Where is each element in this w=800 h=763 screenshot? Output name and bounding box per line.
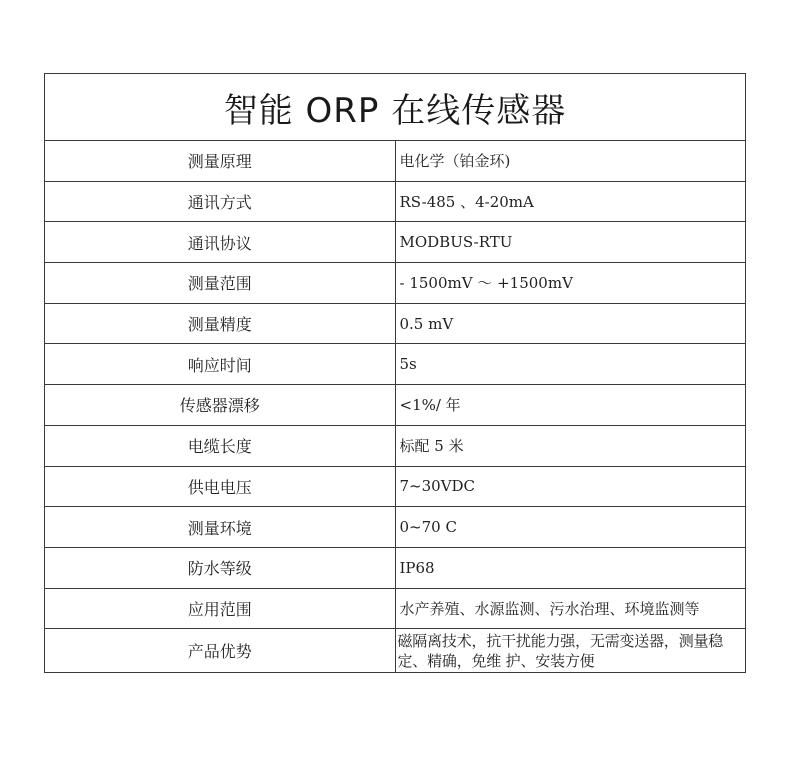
table-row	[45, 222, 746, 263]
table-row	[45, 181, 746, 222]
row-label: 电缆长度	[45, 425, 396, 466]
table-row	[45, 507, 746, 548]
row-label: 防水等级	[45, 547, 396, 588]
row-label: 通讯方式	[45, 181, 396, 222]
row-value: <1%/ 年	[395, 385, 746, 426]
row-label: 供电电压	[45, 466, 396, 507]
table-row	[45, 425, 746, 466]
row-value: 5s	[395, 344, 746, 385]
row-label: 响应时间	[45, 344, 396, 385]
table-row	[45, 263, 746, 304]
table-row	[45, 629, 746, 673]
row-label: 通讯协议	[45, 222, 396, 263]
table-row	[45, 303, 746, 344]
row-value: 标配 5 米	[395, 425, 746, 466]
row-value: 磁隔离技术，抗干扰能力强，无需变送器，测量稳定、精确，免维 护、安装方便	[395, 629, 746, 673]
table-title: 智能 ORP 在线传感器	[45, 74, 746, 141]
row-value: MODBUS-RTU	[395, 222, 746, 263]
row-value: IP68	[395, 547, 746, 588]
row-value: 0.5 mV	[395, 303, 746, 344]
row-label: 测量环境	[45, 507, 396, 548]
table-row	[45, 141, 746, 182]
row-value: 0~70 C	[395, 507, 746, 548]
table-row	[45, 385, 746, 426]
row-label: 测量原理	[45, 141, 396, 182]
row-value: 水产养殖、水源监测、污水治理、环境监测等	[395, 588, 746, 629]
spec-table	[44, 73, 746, 673]
row-value: 电化学（铂金环)	[395, 141, 746, 182]
row-label: 产品优势	[45, 629, 396, 673]
title-row	[45, 74, 746, 141]
row-value: - 1500mV ～ +1500mV	[395, 263, 746, 304]
row-value: 7~30VDC	[395, 466, 746, 507]
table-row	[45, 547, 746, 588]
table-row	[45, 344, 746, 385]
table-row	[45, 466, 746, 507]
row-label: 应用范围	[45, 588, 396, 629]
row-label: 传感器漂移	[45, 385, 396, 426]
row-value: RS-485 、4-20mA	[395, 181, 746, 222]
row-label: 测量范围	[45, 263, 396, 304]
table-row	[45, 588, 746, 629]
row-label: 测量精度	[45, 303, 396, 344]
